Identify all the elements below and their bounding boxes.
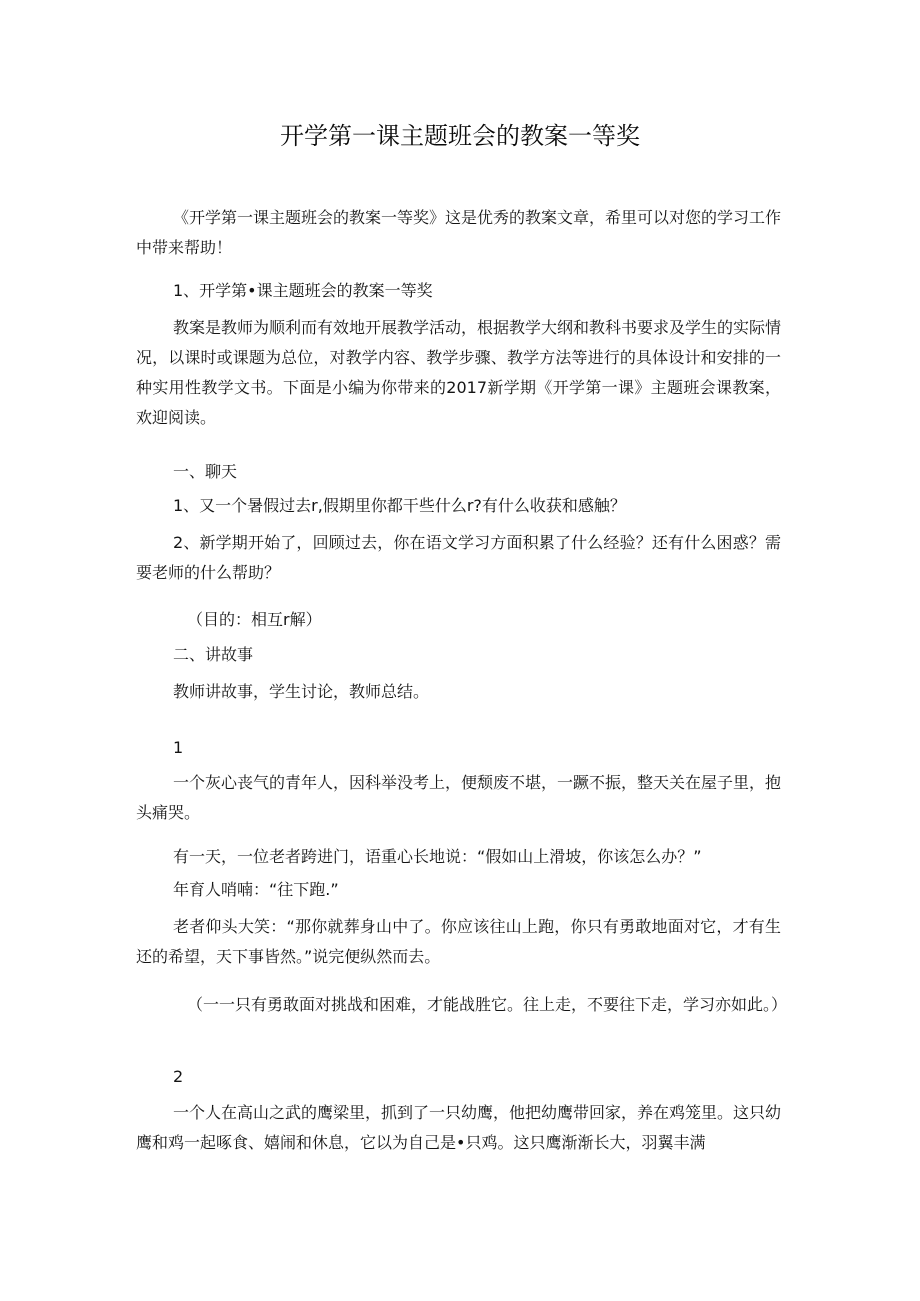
story-1-paragraph-4: 老者仰头大笑：“那你就葬身山中了。你应该往山上跑，你只有勇敢地面对它，才有生还的希望，天下事皆然。”说完便纵然而去。 — [136, 917, 781, 966]
story-1-number: 1 — [173, 738, 184, 757]
part-heading-story: 二、讲故事 — [173, 645, 254, 664]
story-1-moral: （一一只有勇敢面对挑战和困难，才能战胜它。往上走，不要往下走，学习亦如此。） — [187, 995, 788, 1014]
section-heading: 1、开学第•课主题班会的教案一等奖 — [173, 281, 433, 300]
story-1-paragraph-3: 年育人哨喃：“往下跑.” — [173, 880, 339, 899]
story-2-paragraph-1: 一个人在高山之武的鹰梁里，抓到了一只幼鹰，他把幼鹰带回家，养在鸡笼里。这只幼鹰和鸡一起啄食、嬉闹和休息，它以为自己是•只鸡。这只鹰渐渐长大，羽翼丰满 — [136, 1103, 782, 1152]
document-title: 开学第一课主题班会的教案一等奖 — [280, 122, 640, 150]
story-method: 教师讲故事，学生讨论，教师总结。 — [173, 682, 430, 701]
question-2: 2、新学期开始了，回顾过去，你在语文学习方面积累了什么经验？还有什么困惑？需要老师的什么帮助？ — [136, 533, 781, 582]
part-heading-chat: 一、聊天 — [173, 462, 238, 481]
definition-paragraph: 教案是教师为顺利而有效地开展教学活动，根据教学大纲和教科书要求及学生的实际情况，以课时或课题为总位，对教学内容、教学步骤、教学方法等进行的具体设计和安排的一种实用性教学文书。下面是小编为你带来的2017新学期《开学第一课》主题班会课教案，欢迎阅读。 — [136, 318, 782, 427]
story-1-paragraph-1: 一个灰心丧气的青年人，因科举没考上，便颓废不堪，一蹶不振，整天关在屋子里，抱头痛哭。 — [136, 773, 782, 822]
purpose-note: （目的：相互r解） — [187, 610, 322, 629]
story-2-number: 2 — [173, 1067, 184, 1086]
intro-paragraph: 《开学第一课主题班会的教案一等奖》这是优秀的教案文章，希里可以对您的学习工作中带来帮助！ — [136, 208, 782, 257]
story-1-paragraph-2: 有一天，一位老者跨进门，语重心长地说：“假如山上滑坡，你该怎么办？” — [173, 847, 702, 866]
question-1: 1、又一个暑假过去r,假期里你都干些什么r?有什么收获和感触？ — [173, 496, 626, 515]
